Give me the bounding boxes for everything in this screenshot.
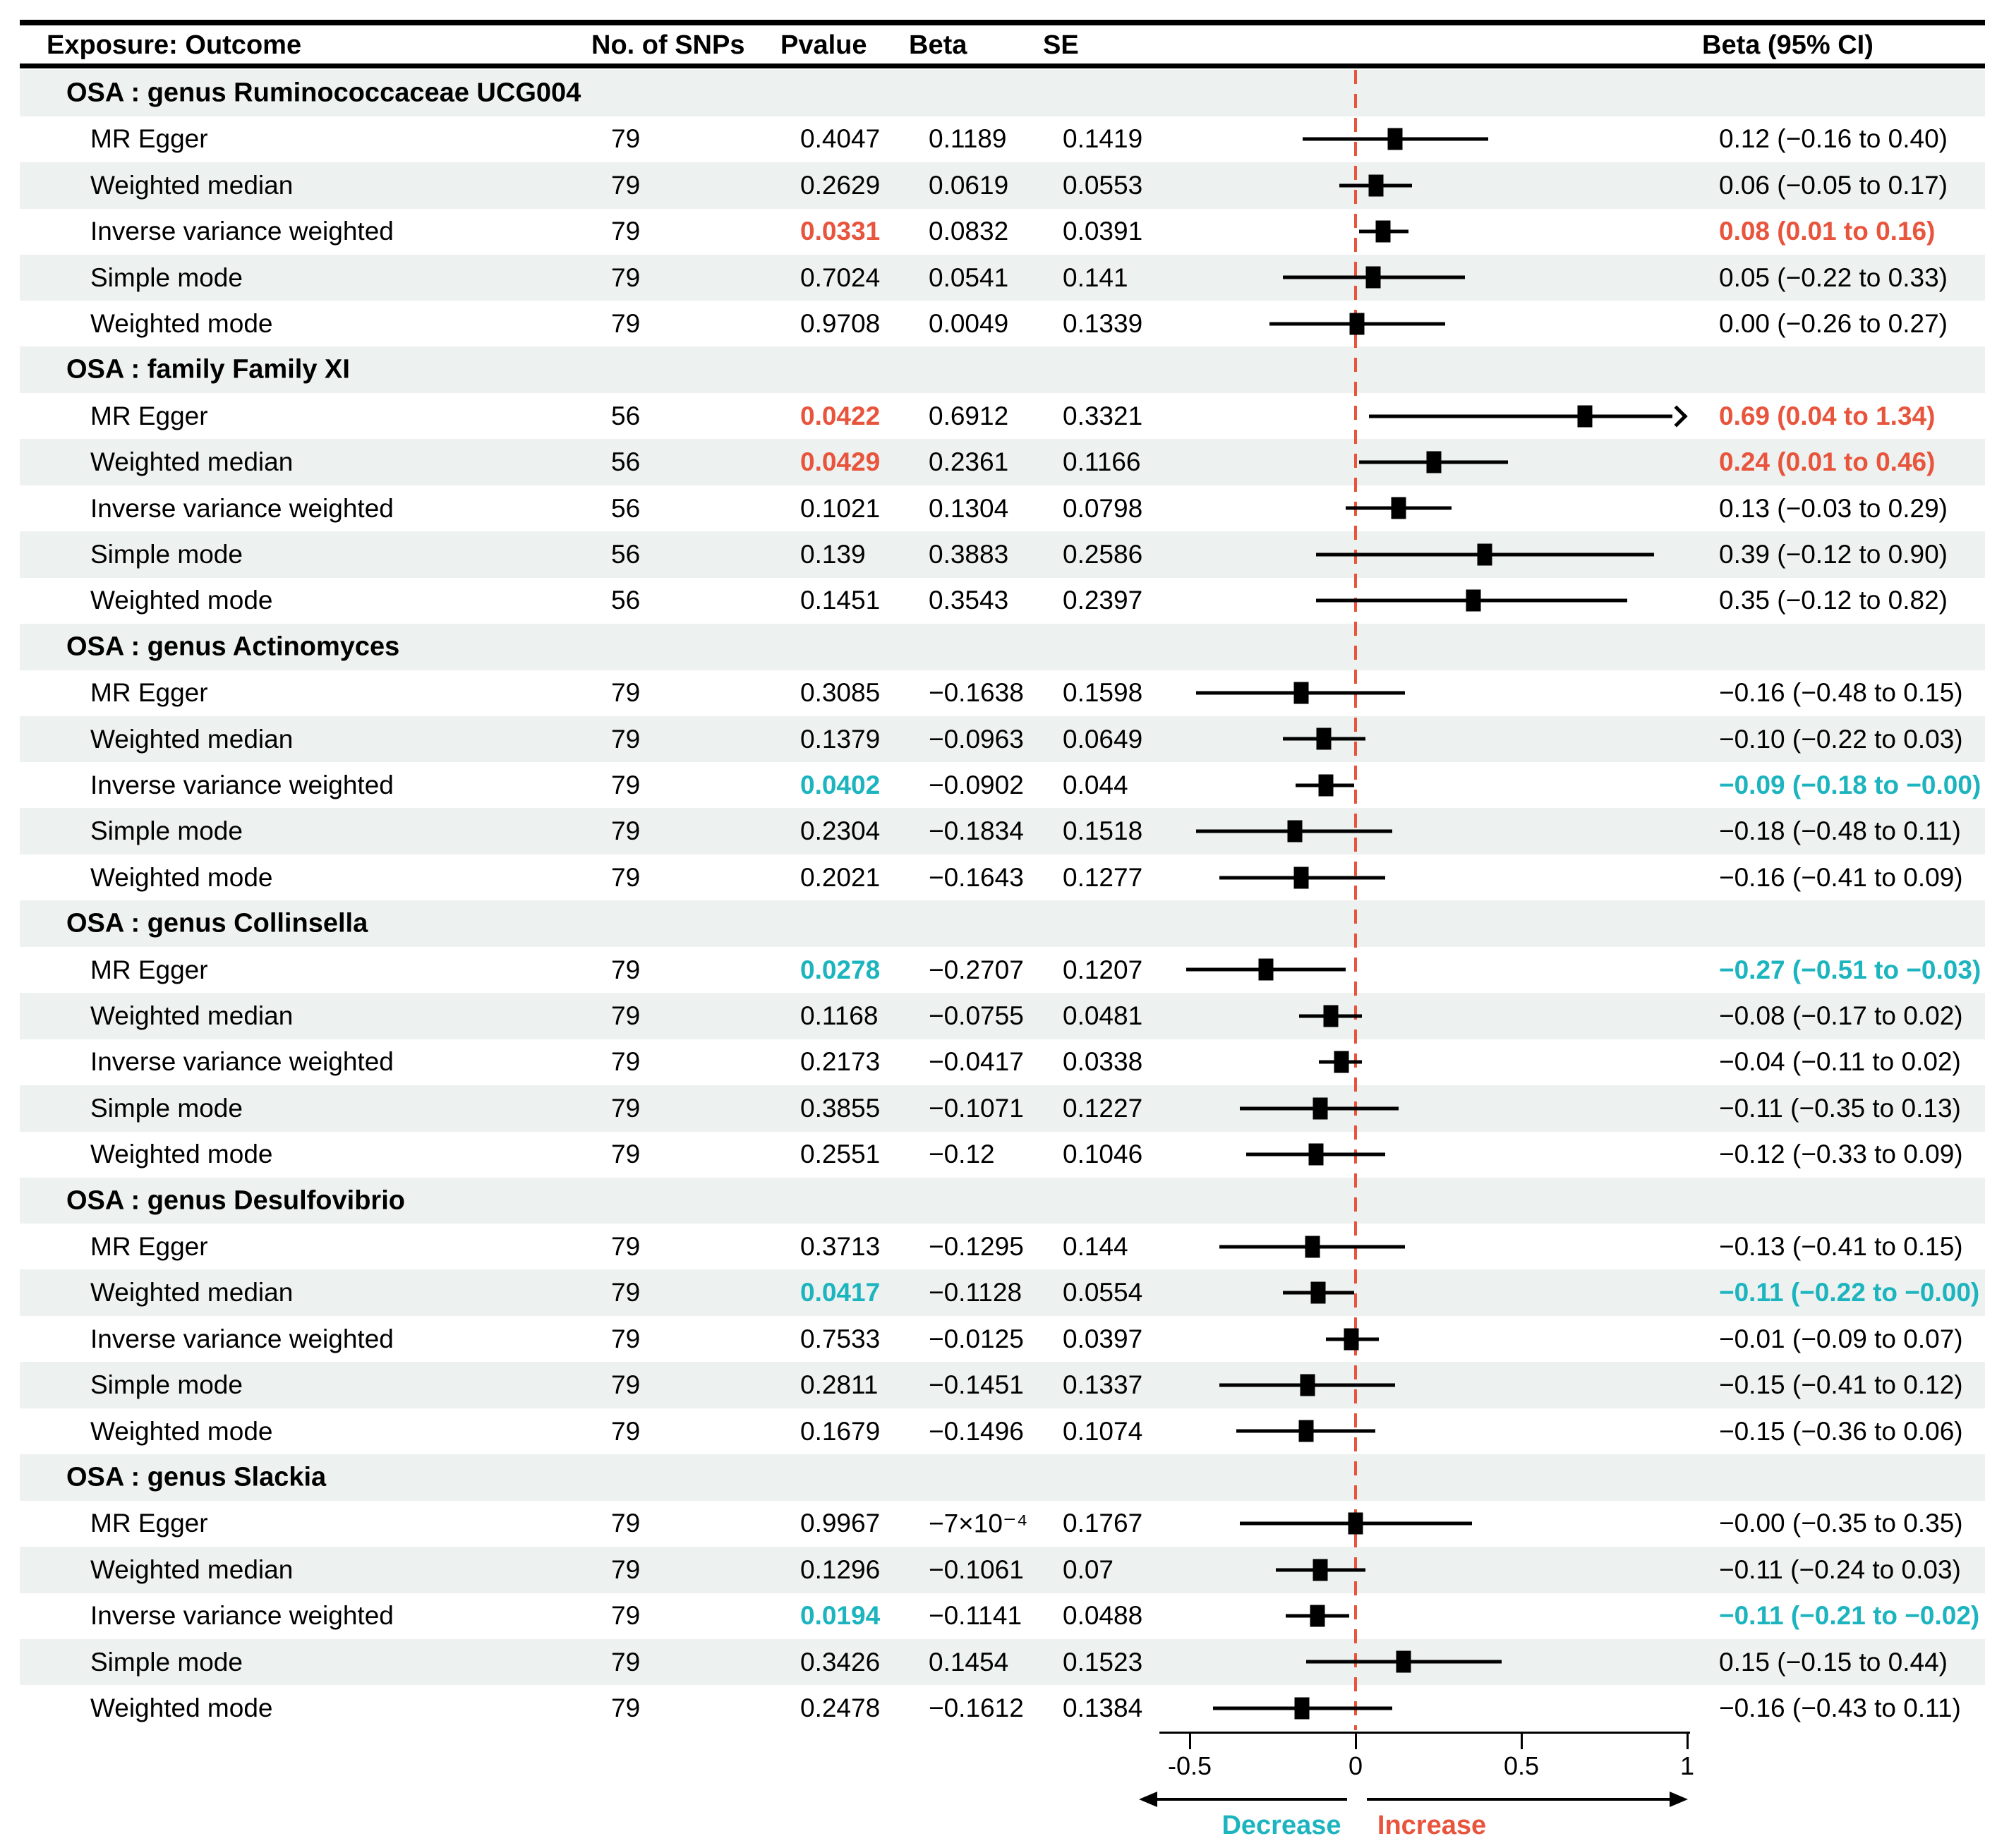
beta-cell: 0.0619 <box>929 170 1009 200</box>
table-row <box>20 1224 1985 1270</box>
snps-cell: 79 <box>611 1140 641 1169</box>
method-cell: MR Egger <box>90 401 208 430</box>
increase-arrowhead-icon <box>1670 1792 1688 1807</box>
beta-marker <box>1295 1697 1310 1719</box>
beta-cell: −0.0755 <box>929 1001 1024 1030</box>
beta-marker <box>1300 1374 1315 1396</box>
se-cell: 0.1074 <box>1063 1416 1143 1446</box>
beta-marker <box>1316 728 1331 750</box>
table-row <box>20 947 1985 994</box>
beta-cell: −0.1061 <box>929 1554 1024 1584</box>
se-cell: 0.0397 <box>1063 1324 1143 1353</box>
snps-cell: 79 <box>611 862 641 892</box>
axis-tick-label: 0 <box>1348 1751 1363 1780</box>
pvalue-cell: 0.2304 <box>800 816 881 846</box>
pvalue-cell: 0.7533 <box>800 1324 881 1353</box>
se-cell: 0.1767 <box>1063 1509 1143 1538</box>
table-row <box>20 393 1985 440</box>
beta-marker <box>1344 1328 1359 1350</box>
pvalue-cell: 0.3855 <box>800 1093 881 1123</box>
decrease-arrowhead-icon <box>1139 1792 1157 1807</box>
snps-cell: 56 <box>611 401 641 430</box>
beta-marker <box>1310 1282 1325 1304</box>
method-cell: Inverse variance weighted <box>90 493 394 523</box>
se-cell: 0.1166 <box>1063 447 1141 477</box>
snps-cell: 79 <box>611 1370 641 1400</box>
beta-cell: −0.1834 <box>929 816 1024 846</box>
beta-cell: −0.1141 <box>929 1601 1022 1631</box>
section-label: OSA : family Family XI <box>66 354 350 385</box>
ci-cell: −0.18 (−0.48 to 0.11) <box>1719 816 1961 846</box>
beta-cell: −0.1128 <box>929 1278 1022 1308</box>
method-cell: Inverse variance weighted <box>90 1601 394 1631</box>
method-cell: Weighted mode <box>90 1140 273 1169</box>
se-cell: 0.144 <box>1063 1231 1128 1261</box>
beta-marker <box>1392 497 1406 519</box>
pvalue-cell: 0.2021 <box>800 862 881 892</box>
beta-cell: −0.0417 <box>929 1047 1024 1077</box>
ci-cell: −0.01 (−0.09 to 0.07) <box>1719 1324 1963 1353</box>
ci-cell: −0.16 (−0.48 to 0.15) <box>1719 678 1963 708</box>
beta-cell: 0.3543 <box>929 586 1009 615</box>
pvalue-cell: 0.9708 <box>800 308 881 338</box>
se-cell: 0.1518 <box>1063 816 1143 846</box>
beta-cell: 0.3883 <box>929 539 1009 569</box>
table-row <box>20 485 1985 532</box>
beta-marker <box>1426 451 1441 473</box>
se-cell: 0.044 <box>1063 770 1128 799</box>
method-cell: MR Egger <box>90 678 208 708</box>
snps-cell: 79 <box>611 124 641 154</box>
method-cell: Weighted mode <box>90 586 273 615</box>
snps-cell: 79 <box>611 217 641 246</box>
beta-marker <box>1293 866 1308 888</box>
beta-cell: −0.1496 <box>929 1416 1024 1446</box>
ci-cell: −0.11 (−0.22 to −0.00) <box>1719 1278 1980 1308</box>
method-cell: Simple mode <box>90 1647 243 1677</box>
table-row <box>20 162 1985 209</box>
ci-cell: −0.12 (−0.33 to 0.09) <box>1719 1140 1963 1169</box>
se-cell: 0.0553 <box>1063 170 1143 200</box>
pvalue-cell: 0.0417 <box>800 1278 881 1308</box>
axis-tick <box>1189 1734 1191 1749</box>
ci-cell: −0.15 (−0.41 to 0.12) <box>1719 1370 1963 1400</box>
header-rule <box>20 64 1985 68</box>
pvalue-cell: 0.3713 <box>800 1231 881 1261</box>
column-header-ci: Beta (95% CI) <box>1702 30 1874 60</box>
table-row <box>20 1039 1985 1085</box>
snps-cell: 79 <box>611 1231 641 1261</box>
ci-cell: −0.08 (−0.17 to 0.02) <box>1719 1001 1963 1030</box>
se-cell: 0.0338 <box>1063 1047 1143 1077</box>
snps-cell: 79 <box>611 1554 641 1584</box>
beta-cell: 0.1454 <box>929 1647 1009 1677</box>
ci-cell: 0.24 (0.01 to 0.46) <box>1719 447 1936 477</box>
ci-cell: −0.04 (−0.11 to 0.02) <box>1719 1047 1961 1077</box>
table-row <box>20 716 1985 763</box>
se-cell: 0.0481 <box>1063 1001 1143 1030</box>
method-cell: Simple mode <box>90 539 243 569</box>
pvalue-cell: 0.2629 <box>800 170 881 200</box>
snps-cell: 79 <box>611 1047 641 1077</box>
beta-marker <box>1298 1420 1313 1442</box>
method-cell: Weighted median <box>90 1001 294 1030</box>
decrease-arrow-line <box>1156 1798 1347 1801</box>
ci-cell: 0.15 (−0.15 to 0.44) <box>1719 1647 1948 1677</box>
pvalue-cell: 0.1296 <box>800 1554 881 1584</box>
table-row <box>20 670 1985 716</box>
table-row <box>20 1500 1985 1547</box>
snps-cell: 56 <box>611 539 641 569</box>
beta-cell: 0.2361 <box>929 447 1009 477</box>
snps-cell: 79 <box>611 816 641 846</box>
beta-cell: −0.0963 <box>929 724 1024 754</box>
method-cell: Simple mode <box>90 1093 243 1123</box>
pvalue-cell: 0.0429 <box>800 447 881 477</box>
beta-cell: −0.1451 <box>929 1370 1024 1400</box>
pvalue-cell: 0.1451 <box>800 586 881 615</box>
se-cell: 0.1277 <box>1063 862 1143 892</box>
axis-tick <box>1355 1734 1357 1749</box>
table-row <box>20 1269 1985 1316</box>
method-cell: Weighted mode <box>90 862 273 892</box>
snps-cell: 79 <box>611 724 641 754</box>
method-cell: Weighted mode <box>90 1416 273 1446</box>
method-cell: Weighted median <box>90 447 294 477</box>
table-row <box>20 208 1985 255</box>
se-cell: 0.1384 <box>1063 1693 1143 1722</box>
section-label: OSA : genus Collinsella <box>66 908 368 938</box>
snps-cell: 56 <box>611 493 641 523</box>
snps-cell: 56 <box>611 586 641 615</box>
beta-marker <box>1387 128 1402 150</box>
table-row <box>20 1362 1985 1408</box>
section-header-row <box>20 346 1985 393</box>
beta-marker <box>1287 821 1302 843</box>
se-cell: 0.0391 <box>1063 217 1143 246</box>
increase-arrow-line <box>1367 1798 1672 1801</box>
beta-cell: −0.2707 <box>929 955 1024 984</box>
snps-cell: 79 <box>611 678 641 708</box>
se-cell: 0.0649 <box>1063 724 1143 754</box>
pvalue-cell: 0.0422 <box>800 401 881 430</box>
method-cell: Weighted median <box>90 1554 294 1584</box>
method-cell: Simple mode <box>90 1370 243 1400</box>
method-cell: Weighted mode <box>90 1693 273 1722</box>
ci-cell: 0.13 (−0.03 to 0.29) <box>1719 493 1948 523</box>
beta-marker <box>1396 1651 1411 1673</box>
axis-tick <box>1687 1734 1689 1749</box>
pvalue-cell: 0.1679 <box>800 1416 881 1446</box>
ci-cell: 0.05 (−0.22 to 0.33) <box>1719 262 1948 292</box>
beta-cell: −0.0125 <box>929 1324 1024 1353</box>
beta-cell: −0.1071 <box>929 1093 1024 1123</box>
ci-cell: −0.11 (−0.35 to 0.13) <box>1719 1093 1961 1123</box>
ci-cell: 0.08 (0.01 to 0.16) <box>1719 217 1936 246</box>
ci-cell: −0.00 (−0.35 to 0.35) <box>1719 1509 1963 1538</box>
beta-marker <box>1310 1605 1325 1626</box>
se-cell: 0.0488 <box>1063 1601 1143 1631</box>
snps-cell: 79 <box>611 1093 641 1123</box>
ci-cell: −0.16 (−0.43 to 0.11) <box>1719 1693 1961 1722</box>
table-row <box>20 1408 1985 1455</box>
table-row <box>20 116 1985 162</box>
snps-cell: 79 <box>611 308 641 338</box>
ci-cell: −0.13 (−0.41 to 0.15) <box>1719 1231 1963 1261</box>
ci-cell: −0.10 (−0.22 to 0.03) <box>1719 724 1963 754</box>
se-cell: 0.1046 <box>1063 1140 1143 1169</box>
column-header-snps: No. of SNPs <box>591 30 745 60</box>
beta-cell: 0.1304 <box>929 493 1009 523</box>
table-row <box>20 439 1985 485</box>
method-cell: MR Egger <box>90 1509 208 1538</box>
beta-cell: −0.1643 <box>929 862 1024 892</box>
ci-cell: 0.39 (−0.12 to 0.90) <box>1719 539 1948 569</box>
pvalue-cell: 0.0402 <box>800 770 881 799</box>
section-label: OSA : genus Ruminococcaceae UCG004 <box>66 78 581 108</box>
beta-marker <box>1577 405 1592 427</box>
table-row <box>20 854 1985 901</box>
ci-cell: −0.11 (−0.24 to 0.03) <box>1719 1554 1961 1584</box>
method-cell: Inverse variance weighted <box>90 1047 394 1077</box>
beta-marker <box>1348 1513 1363 1535</box>
snps-cell: 79 <box>611 1001 641 1030</box>
se-cell: 0.1337 <box>1063 1370 1143 1400</box>
x-axis-line <box>1159 1732 1690 1734</box>
table-row <box>20 577 1985 624</box>
table-row <box>20 993 1985 1039</box>
se-cell: 0.1227 <box>1063 1093 1143 1123</box>
axis-tick <box>1521 1734 1523 1749</box>
se-cell: 0.1419 <box>1063 124 1143 154</box>
method-cell: MR Egger <box>90 955 208 984</box>
beta-marker <box>1305 1236 1320 1257</box>
se-cell: 0.07 <box>1063 1554 1114 1584</box>
table-row <box>20 1593 1985 1639</box>
snps-cell: 79 <box>611 770 641 799</box>
snps-cell: 79 <box>611 262 641 292</box>
pvalue-cell: 0.1379 <box>800 724 881 754</box>
beta-marker <box>1318 774 1333 796</box>
pvalue-cell: 0.2478 <box>800 1693 881 1722</box>
method-cell: Weighted median <box>90 1278 294 1308</box>
table-row <box>20 1085 1985 1132</box>
axis-tick-label: -0.5 <box>1167 1751 1212 1780</box>
table-row <box>20 808 1985 854</box>
section-label: OSA : genus Slackia <box>66 1462 327 1492</box>
ci-cell: 0.12 (−0.16 to 0.40) <box>1719 124 1948 154</box>
section-label: OSA : genus Desulfovibrio <box>66 1185 405 1216</box>
ci-cell: −0.27 (−0.51 to −0.03) <box>1719 955 1981 984</box>
beta-marker <box>1350 313 1365 334</box>
ci-cell: 0.06 (−0.05 to 0.17) <box>1719 170 1948 200</box>
se-cell: 0.0554 <box>1063 1278 1143 1308</box>
beta-marker <box>1376 220 1391 242</box>
table-row <box>20 1685 1985 1732</box>
se-cell: 0.1523 <box>1063 1647 1143 1677</box>
method-cell: Simple mode <box>90 816 243 846</box>
pvalue-cell: 0.9967 <box>800 1509 881 1538</box>
table-row <box>20 301 1985 347</box>
method-cell: Inverse variance weighted <box>90 217 394 246</box>
beta-marker <box>1323 1005 1338 1027</box>
beta-marker <box>1369 174 1384 196</box>
table-row <box>20 1639 1985 1686</box>
snps-cell: 79 <box>611 1416 641 1446</box>
pvalue-cell: 0.3085 <box>800 678 881 708</box>
section-header-row <box>20 1178 1985 1224</box>
beta-cell: 0.0541 <box>929 262 1009 292</box>
pvalue-cell: 0.3426 <box>800 1647 881 1677</box>
method-cell: Inverse variance weighted <box>90 1324 394 1353</box>
ci-cell: −0.11 (−0.21 to −0.02) <box>1719 1601 1980 1631</box>
column-header-pvalue: Pvalue <box>780 30 867 60</box>
top-rule <box>20 20 1985 25</box>
beta-cell: −7×10⁻⁴ <box>929 1509 1028 1538</box>
section-header-row <box>20 624 1985 670</box>
axis-tick-label: 1 <box>1679 1751 1695 1780</box>
method-cell: MR Egger <box>90 124 208 154</box>
pvalue-cell: 0.7024 <box>800 262 881 292</box>
table-row <box>20 255 1985 301</box>
beta-cell: 0.0049 <box>929 308 1009 338</box>
column-header-beta: Beta <box>909 30 967 60</box>
method-cell: Weighted median <box>90 170 294 200</box>
beta-marker <box>1294 682 1309 703</box>
pvalue-cell: 0.0194 <box>800 1601 881 1631</box>
beta-marker <box>1366 267 1381 289</box>
pvalue-cell: 0.2551 <box>800 1140 881 1169</box>
snps-cell: 79 <box>611 1278 641 1308</box>
pvalue-cell: 0.2811 <box>800 1370 879 1400</box>
ci-cell: −0.16 (−0.41 to 0.09) <box>1719 862 1963 892</box>
column-header-exposure: Exposure: Outcome <box>47 30 302 60</box>
method-cell: Weighted median <box>90 724 294 754</box>
method-cell: Weighted mode <box>90 308 273 338</box>
beta-marker <box>1313 1097 1327 1119</box>
beta-marker <box>1258 959 1273 981</box>
axis-tick-label: 0.5 <box>1503 1751 1540 1780</box>
beta-marker <box>1477 543 1492 565</box>
pvalue-cell: 0.0278 <box>800 955 881 984</box>
se-cell: 0.1207 <box>1063 955 1143 984</box>
ci-line <box>1369 414 1672 418</box>
snps-cell: 79 <box>611 170 641 200</box>
ci-cell: 0.35 (−0.12 to 0.82) <box>1719 586 1948 615</box>
method-cell: MR Egger <box>90 1231 208 1261</box>
se-cell: 0.2397 <box>1063 586 1143 615</box>
pvalue-cell: 0.2173 <box>800 1047 881 1077</box>
pvalue-cell: 0.139 <box>800 539 866 569</box>
beta-marker <box>1466 590 1480 612</box>
ci-cell: 0.00 (−0.26 to 0.27) <box>1719 308 1948 338</box>
snps-cell: 79 <box>611 955 641 984</box>
table-row <box>20 762 1985 809</box>
beta-cell: −0.0902 <box>929 770 1024 799</box>
snps-cell: 79 <box>611 1601 641 1631</box>
table-row <box>20 1131 1985 1178</box>
beta-cell: 0.1189 <box>929 124 1007 154</box>
snps-cell: 79 <box>611 1647 641 1677</box>
beta-marker <box>1334 1051 1349 1073</box>
beta-cell: 0.6912 <box>929 401 1009 430</box>
snps-cell: 79 <box>611 1509 641 1538</box>
table-row <box>20 531 1985 578</box>
ci-cell: −0.09 (−0.18 to −0.00) <box>1719 770 1981 799</box>
method-cell: Inverse variance weighted <box>90 770 394 799</box>
ci-cell: 0.69 (0.04 to 1.34) <box>1719 401 1936 430</box>
column-header-se: SE <box>1043 30 1079 60</box>
section-header-row <box>20 1454 1985 1501</box>
se-cell: 0.1598 <box>1063 678 1143 708</box>
snps-cell: 79 <box>611 1693 641 1722</box>
beta-cell: −0.1612 <box>929 1693 1024 1722</box>
se-cell: 0.1339 <box>1063 308 1143 338</box>
method-cell: Simple mode <box>90 262 243 292</box>
beta-cell: 0.0832 <box>929 217 1009 246</box>
pvalue-cell: 0.0331 <box>800 217 881 246</box>
increase-label: Increase <box>1377 1811 1487 1840</box>
beta-cell: −0.1638 <box>929 678 1024 708</box>
decrease-label: Decrease <box>1221 1811 1341 1840</box>
ci-cell: −0.15 (−0.36 to 0.06) <box>1719 1416 1963 1446</box>
table-row <box>20 1316 1985 1363</box>
pvalue-cell: 0.1021 <box>800 493 881 523</box>
se-cell: 0.3321 <box>1063 401 1143 430</box>
se-cell: 0.0798 <box>1063 493 1143 523</box>
snps-cell: 56 <box>611 447 641 477</box>
section-header-row <box>20 70 1985 116</box>
pvalue-cell: 0.1168 <box>800 1001 879 1030</box>
beta-cell: −0.1295 <box>929 1231 1024 1261</box>
section-label: OSA : genus Actinomyces <box>66 632 400 662</box>
table-row <box>20 1547 1985 1593</box>
se-cell: 0.2586 <box>1063 539 1143 569</box>
beta-marker <box>1313 1559 1328 1581</box>
section-header-row <box>20 900 1985 947</box>
pvalue-cell: 0.4047 <box>800 124 881 154</box>
snps-cell: 79 <box>611 1324 641 1353</box>
beta-cell: −0.12 <box>929 1140 995 1169</box>
beta-marker <box>1308 1143 1323 1165</box>
se-cell: 0.141 <box>1063 262 1128 292</box>
